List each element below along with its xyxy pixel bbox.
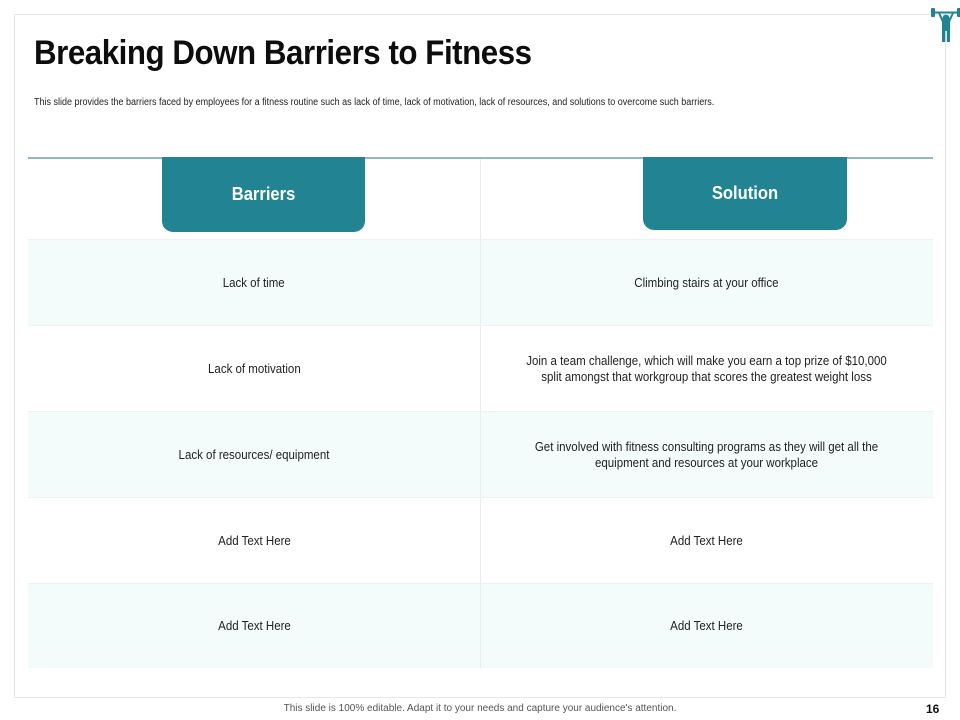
weightlifter-icon [930,5,960,43]
table-row [28,239,933,325]
barrier-cell: Lack of time [222,275,285,290]
barrier-cell: Add Text Here [217,533,291,548]
solution-cell: Join a team challenge, which will make you earn a top prize of $10,000 split amongst that workgroup that scores the greatest weight loss [480,326,932,411]
solution-cell: Add Text Here [480,584,932,668]
barriers-header-badge [162,157,365,232]
solution-header-label: Solution [711,183,779,203]
solution-cell: Add Text Here [480,498,932,583]
barriers-table [28,157,933,668]
table-row [28,325,933,411]
page-title: Breaking Down Barriers to Fitness [34,34,532,72]
barrier-cell: Lack of resources/ equipment [178,447,330,462]
table-header-row [28,159,933,239]
page-number: 16 [926,702,940,716]
slide-subtitle: This slide provides the barriers faced by employees for a fitness routine such as lack of time, lack of motivation, lack of resources, and solutions to overcome such barriers. [34,97,715,108]
barrier-cell: Lack of motivation [207,361,301,376]
solution-column-header [480,159,933,239]
barrier-cell: Add Text Here [217,619,291,633]
solution-cell: Climbing stairs at your office [480,240,932,325]
solution-header-badge [643,157,847,230]
table-row [28,411,933,497]
solution-cell: Get involved with fitness consulting programs as they will get all the equipment and resources at your workplace [480,412,932,497]
barriers-header-label: Barriers [231,184,296,204]
table-row [28,497,933,583]
barriers-column-header [28,159,480,239]
table-row [28,583,933,668]
slide-footer: This slide is 100% editable. Adapt it to your needs and capture your audience's attention. [283,703,677,714]
